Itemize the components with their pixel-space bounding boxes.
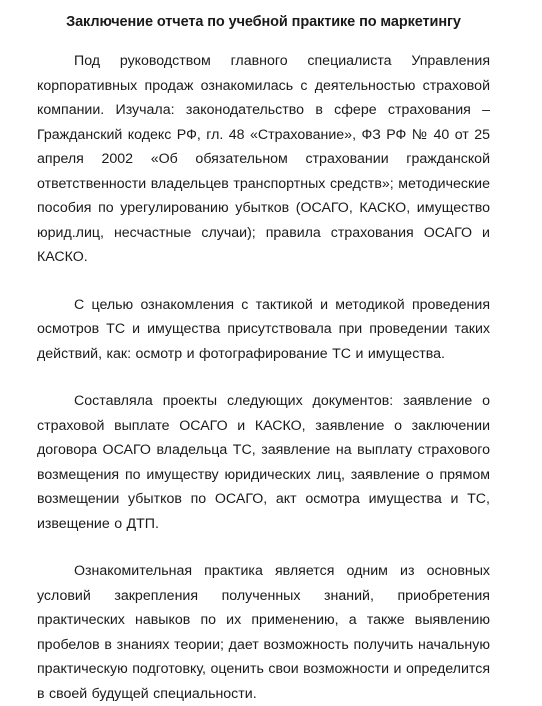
document-page (37, 12, 490, 706)
paragraph-1: Под руководством главного специалиста Управления корпоративных продаж ознакомилась с деятельностью страховой компании. Изучала: законодательство в сфере страхования – Гражданский кодекс РФ, гл. 48 «Страхование», ФЗ РФ № 40 от 25 апреля 2002 «Об обязательном страховании гражданской ответственности владельцев транспортных средств»; методические пособия по урегулированию убытков (ОСАГО, КАСКО, имущество юрид.лиц, несчастные случаи); правила страхования ОСАГО и КАСКО. (37, 53, 490, 265)
paragraph-3: Составляла проекты следующих документов: заявление о страховой выплате ОСАГО и КАСКО, заявление о заключении договора ОСАГО владельца ТС, заявление на выплату страхового возмещения по имуществу юридических лиц, заявление о прямом возмещении убытков по ОСАГО, акт осмотра имущества и ТС, извещение о ДТП. (37, 393, 490, 532)
paragraph-2: С целью ознакомления с тактикой и методикой проведения осмотров ТС и имущества присутствовала при проведении таких действий, как: осмотр и фотографирование ТС и имущества. (37, 296, 490, 362)
document-title: Заключение отчета по учебной практике по маркетингу (66, 14, 461, 30)
paragraph-4: Ознакомительная практика является одним из основных условий закрепления полученных знаний, приобретения практических навыков по их применению, а также выявлению пробелов в знаниях теории; дает возможность получить начальную практическую подготовку, оценить свои возможности и определится в своей будущей специальности. (37, 563, 490, 702)
